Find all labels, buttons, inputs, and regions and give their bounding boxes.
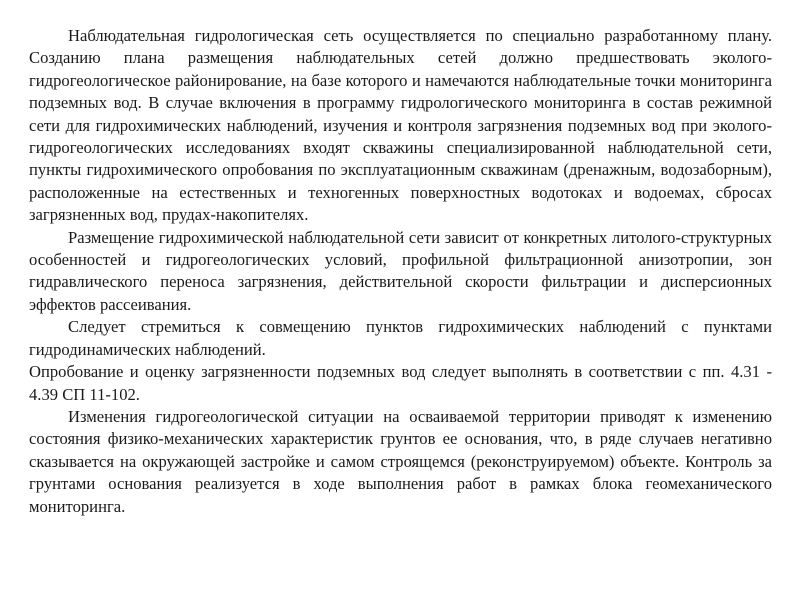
paragraph-observation-network: Наблюдательная гидрологическая сеть осуществляется по специально разработанному плану. Созданию плана размещения наблюдательных сетей должно предшествовать эколого-гидрогеологическое районирование, на базе которого и намечаются наблюдательные точки мониторинга подземных вод. В случае включения в программу гидрологического мониторинга в состав режимной сети для гидрохимических наблюдений, изучения и контроля загрязнения подземных вод при эколого-гидрогеологических исследованиях входят скважины специализированной наблюдательной сети, пункты гидрохимического опробования по эксплуатационным скважинам (дренажным, водозаборным), расположенные на естественных и техногенных поверхностных водотоках и водоемах, сбросах загрязненных вод, прудах-накопителях. <box>29 26 772 225</box>
document-body <box>29 25 772 518</box>
paragraph-hydrochemical-network: Размещение гидрохимической наблюдательной сети зависит от конкретных литолого-структурных особенностей и гидрогеологических условий, профильной фильтрационной анизотропии, зон гидравлического переноса загрязнения, действительной скорости фильтрации и дисперсионных эффектов рассеивания. <box>29 227 772 314</box>
paragraph-sampling-standard: Опробование и оценку загрязненности подземных вод следует выполнять в соответствии с пп. 4.31 - 4.39 СП 11-102. <box>29 362 772 404</box>
paragraph-geomechanical-monitoring: Изменения гидрогеологической ситуации на осваиваемой территории приводят к изменению состояния физико-механических характеристик грунтов ее основания, что, в ряде случаев негативно сказывается на окружающей застройке и самом строящемся (реконструируемом) объекте. Контроль за грунтами основания реализуется в ходе выполнения работ в рамках блока геомеханического мониторинга. <box>29 406 772 516</box>
paragraph-combining-points: Следует стремиться к совмещению пунктов гидрохимических наблюдений с пунктами гидродинамических наблюдений. <box>29 317 772 359</box>
